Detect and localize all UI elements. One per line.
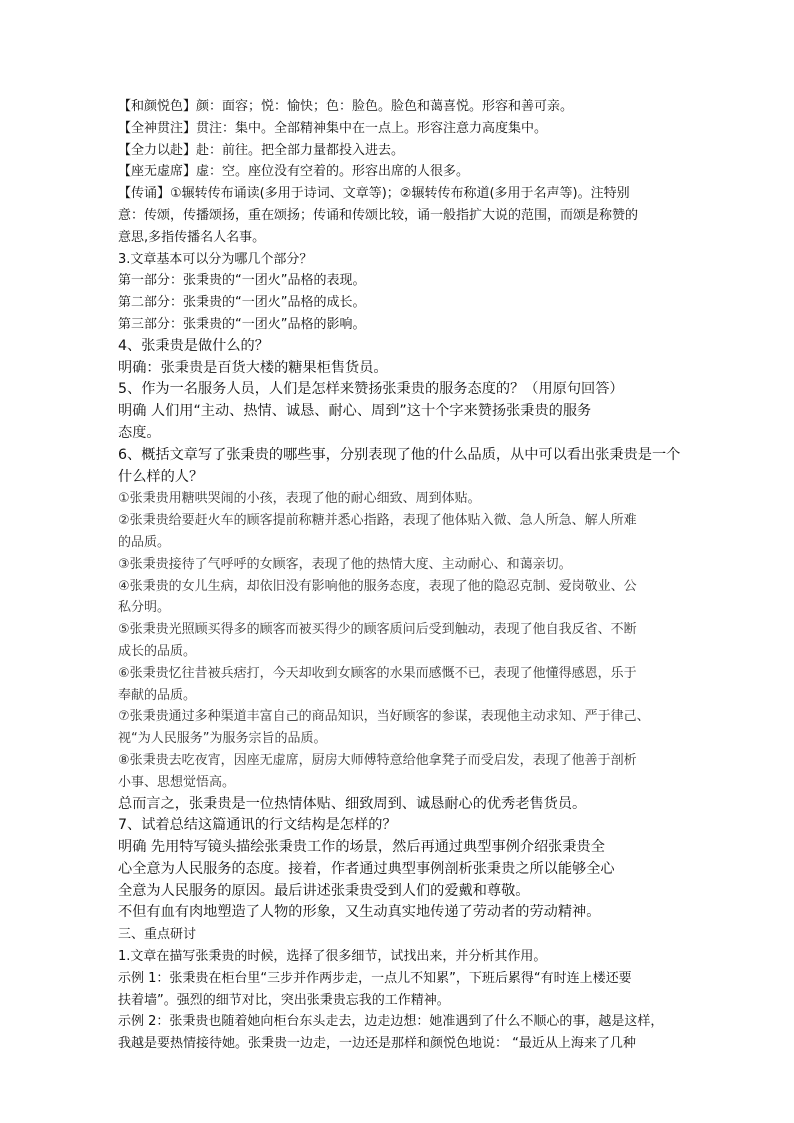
text-line: 示例 1：张秉贵在柜台里“三步并作两步走，一点儿不知累”，下班后累得“有时连上楼还要 bbox=[118, 970, 632, 986]
text-line: 我越是要热情接待她。张秉贵一边走，一边还是那样和颜悦色地说： “最近从上海来了几种 bbox=[118, 1036, 636, 1052]
text-line: ①张秉贵用糖哄哭闹的小孩，表现了他的耐心细致、周到体贴。 bbox=[118, 491, 481, 507]
text-line: 5、作为一名服务人员，人们是怎样来赞扬张秉贵的服务态度的？（用原句回答） bbox=[118, 381, 624, 398]
text-line: 意：传颂，传播颂扬，重在颂扬；传诵和传颂比较，诵一般指扩大说的范围，而颂是称赞的 bbox=[118, 207, 639, 223]
text-line: 意思,多指传播名人名事。 bbox=[118, 229, 266, 245]
text-line: 明确 先用特写镜头描绘张秉贵工作的场景，然后再通过典型事例介绍张秉贵全 bbox=[118, 839, 605, 856]
text-line: ⑥张秉贵忆往昔被兵痞打，今天却收到女顾客的水果而感慨不已，表现了他懂得感恩，乐于 bbox=[118, 665, 637, 681]
text-line: 【传诵】①辗转传布诵读(多用于诗词、文章等)；②辗转传布称道(多用于名声等)。注特别 bbox=[118, 186, 630, 202]
text-line: ②张秉贵给要赶火车的顾客提前称糖并悉心指路，表现了他体贴入微、急人所急、解人所难 bbox=[118, 513, 637, 529]
text-line: 小事、思想觉悟高。 bbox=[118, 774, 236, 790]
text-line: ⑤张秉贵光照顾买得多的顾客而被买得少的顾客质问后受到触动，表现了他自我反省、不断 bbox=[118, 622, 637, 638]
text-line: 3.文章基本可以分为哪几个部分？ bbox=[118, 251, 313, 267]
text-line: 三、重点研讨 bbox=[118, 927, 197, 943]
text-line: 示例 2：张秉贵也随着她向柜台东头走去，边走边想：她准遇到了什么不顺心的事，越是这样， bbox=[118, 1014, 664, 1030]
text-line: 【座无虚席】虚：空。座位没有空着的。形容出席的人很多。 bbox=[118, 164, 470, 180]
text-line: 成长的品质。 bbox=[118, 643, 197, 659]
text-line: 第一部分：张秉贵的“一团火”品格的表现。 bbox=[118, 273, 366, 289]
text-line: ③张秉贵接待了气呼呼的女顾客，表现了他的热情大度、主动耐心、和蔼亲切。 bbox=[118, 556, 572, 572]
text-line: ⑦张秉贵通过多种渠道丰富自己的商品知识，当好顾客的参谋，表现他主动求知、严于律己、 bbox=[118, 709, 650, 725]
text-line: 什么样的人？ bbox=[118, 468, 204, 485]
text-line: ④张秉贵的女儿生病，却依旧没有影响他的服务态度，表现了他的隐忍克制、爱岗敬业、公 bbox=[118, 578, 637, 594]
text-line: 第二部分：张秉贵的“一团火”品格的成长。 bbox=[118, 295, 366, 311]
text-line: 明确：张秉贵是百货大楼的糖果柜售货员。 bbox=[118, 359, 388, 376]
text-line: 不但有血有肉地塑造了人物的形象，又生动真实地传递了劳动者的劳动精神。 bbox=[118, 904, 601, 921]
document-body bbox=[118, 96, 680, 1055]
text-line: 6、概括文章写了张秉贵的哪些事，分别表现了他的什么品质，从中可以看出张秉贵是一个 bbox=[118, 446, 680, 463]
text-line: 总而言之，张秉贵是一位热情体贴、细致周到、诚恳耐心的优秀老售货员。 bbox=[118, 795, 587, 812]
text-line: 第三部分：张秉贵的“一团火”品格的影响。 bbox=[118, 316, 366, 332]
text-line: 心全意为人民服务的态度。接着，作者通过典型事例剖析张秉贵之所以能够全心 bbox=[118, 860, 615, 877]
text-line: 私分明。 bbox=[118, 600, 171, 616]
text-line: 【全力以赴】赴：前往。把全部力量都投入进去。 bbox=[118, 142, 405, 158]
text-line: 明确 人们用“主动、热情、诚恳、耐心、周到”这十个字来赞扬张秉贵的服务 bbox=[118, 403, 592, 420]
text-line: 【和颜悦色】颜：面容；悦：愉快；色：脸色。脸色和蔼喜悦。形容和善可亲。 bbox=[118, 99, 574, 114]
text-line: 扶着墙”。强烈的细节对比，突出张秉贵忘我的工作精神。 bbox=[118, 992, 450, 1008]
text-line: 奉献的品质。 bbox=[118, 687, 197, 703]
text-line: 1.文章在描写张秉贵的时候，选择了很多细节，试找出来，并分析其作用。 bbox=[118, 949, 547, 965]
text-line: 态度。 bbox=[118, 424, 161, 441]
text-line: ⑧张秉贵去吃夜宵，因座无虚席，厨房大师傅特意给他拿凳子而受启发，表现了他善于剖析 bbox=[118, 752, 637, 768]
text-line: 视“为人民服务”为服务宗旨的品质。 bbox=[118, 731, 327, 747]
text-line: 的品质。 bbox=[118, 534, 171, 550]
text-line: 【全神贯注】贯注：集中。全部精神集中在一点上。形容注意力高度集中。 bbox=[118, 120, 548, 136]
text-line: 4、张秉贵是做什么的？ bbox=[118, 337, 269, 354]
text-line: 全意为人民服务的原因。最后讲述张秉贵受到人们的爱戴和尊敬。 bbox=[118, 882, 530, 899]
text-line: 7、试着总结这篇通讯的行文结构是怎样的？ bbox=[118, 817, 397, 834]
